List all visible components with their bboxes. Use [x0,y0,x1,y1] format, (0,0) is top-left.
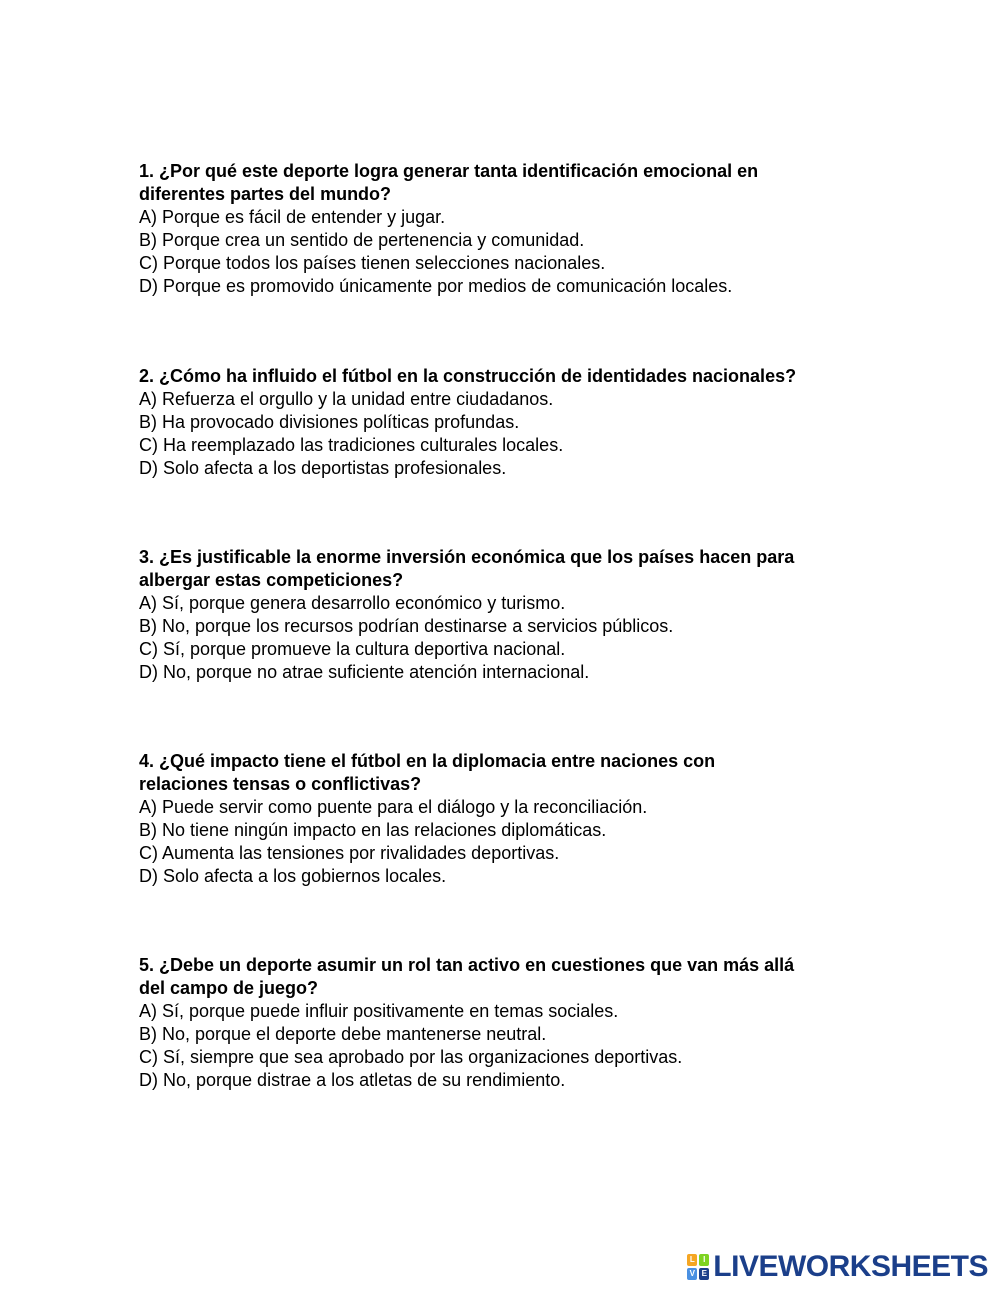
question-1-title-line-2: diferentes partes del mundo? [139,184,392,204]
question-4-title [139,750,869,796]
question-2-title-line-1: 2. ¿Cómo ha influido el fútbol en la construcción de identidades nacionales? [139,366,797,386]
question-5-option-c[interactable]: C) Sí, siempre que sea aprobado por las organizaciones deportivas. [139,1047,683,1067]
question-3-title [139,546,869,592]
question-4-option-c[interactable]: C) Aumenta las tensiones por rivalidades deportivas. [139,843,560,863]
question-4-title-line-1: 4. ¿Qué impacto tiene el fútbol en la diplomacia entre naciones con [139,751,716,771]
question-1-option-c[interactable]: C) Porque todos los países tienen selecciones nacionales. [139,253,606,273]
question-4-option-b[interactable]: B) No tiene ningún impacto en las relaciones diplomáticas. [139,820,607,840]
question-2-option-c[interactable]: C) Ha reemplazado las tradiciones culturales locales. [139,435,564,455]
logo-mark-i: I [699,1254,709,1266]
liveworksheets-logo-text: LIVEWORKSHEETS [713,1250,988,1283]
liveworksheets-logo [687,1252,988,1282]
question-1 [139,160,869,298]
question-1-option-a[interactable]: A) Porque es fácil de entender y jugar. [139,207,446,227]
question-1-title [139,160,869,206]
logo-mark-e: E [699,1268,709,1280]
question-2-title [139,365,869,388]
question-5-option-d[interactable]: D) No, porque distrae a los atletas de su rendimiento. [139,1070,566,1090]
question-5-title-line-1: 5. ¿Debe un deporte asumir un rol tan activo en cuestiones que van más allá [139,955,795,975]
question-1-title-line-1: 1. ¿Por qué este deporte logra generar tanta identificación emocional en [139,161,759,181]
question-4-option-a[interactable]: A) Puede servir como puente para el diálogo y la reconciliación. [139,797,648,817]
logo-mark-v: V [687,1268,697,1280]
question-5-option-b[interactable]: B) No, porque el deporte debe mantenerse neutral. [139,1024,547,1044]
question-2-option-b[interactable]: B) Ha provocado divisiones políticas profundas. [139,412,520,432]
question-3-option-c[interactable]: C) Sí, porque promueve la cultura deportiva nacional. [139,639,566,659]
question-5-title-line-2: del campo de juego? [139,978,319,998]
question-3-title-line-2: albergar estas competiciones? [139,570,404,590]
question-4-option-d[interactable]: D) Solo afecta a los gobiernos locales. [139,866,447,886]
question-1-option-d[interactable]: D) Porque es promovido únicamente por medios de comunicación locales. [139,276,733,296]
question-5 [139,954,869,1092]
logo-mark-l: L [687,1254,697,1266]
question-3-option-b[interactable]: B) No, porque los recursos podrían destinarse a servicios públicos. [139,616,674,636]
liveworksheets-logo-mark [687,1254,709,1280]
question-3 [139,546,869,684]
question-4-title-line-2: relaciones tensas o conflictivas? [139,774,422,794]
question-2-option-d[interactable]: D) Solo afecta a los deportistas profesionales. [139,458,507,478]
question-4 [139,750,869,888]
question-2-option-a[interactable]: A) Refuerza el orgullo y la unidad entre ciudadanos. [139,389,554,409]
question-3-option-a[interactable]: A) Sí, porque genera desarrollo económico y turismo. [139,593,566,613]
question-3-option-d[interactable]: D) No, porque no atrae suficiente atención internacional. [139,662,590,682]
question-2 [139,365,869,480]
question-5-option-a[interactable]: A) Sí, porque puede influir positivamente en temas sociales. [139,1001,619,1021]
question-3-title-line-1: 3. ¿Es justificable la enorme inversión económica que los países hacen para [139,547,795,567]
question-5-title [139,954,869,1000]
question-1-option-b[interactable]: B) Porque crea un sentido de pertenencia y comunidad. [139,230,585,250]
